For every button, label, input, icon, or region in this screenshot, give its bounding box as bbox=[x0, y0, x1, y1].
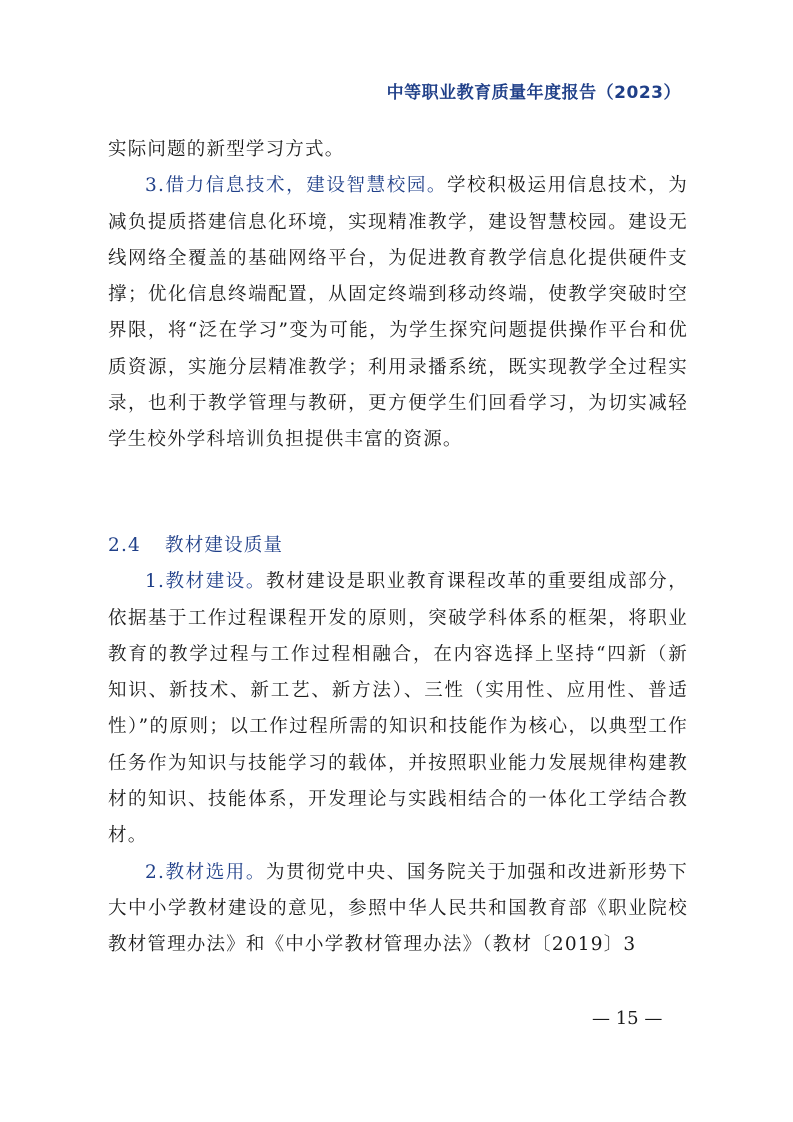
body-block-1 bbox=[108, 132, 688, 459]
page-header-title: 中等职业教育质量年度报告（2023） bbox=[386, 83, 681, 103]
paragraph-heading: 1.教材建设。 bbox=[145, 571, 267, 593]
continuation-line: 实际问题的新型学习方式。 bbox=[108, 139, 345, 160]
paragraph-textbook-construction bbox=[108, 564, 688, 854]
section-heading bbox=[108, 528, 688, 564]
paragraph-text: 教材建设是职业教育课程改革的重要组成部分，依据基于工作过程课程开发的原则，突破学科体系的框架，将职业教育的教学过程与工作过程相融合，在内容选择上坚持“四新（新知识、新技术、新工艺、新方法）、三性（实用性、应用性、普适性）”的原则；以工作过程所需的知识和技能作为核心，以典型工作任务作为知识与技能学习的载体，并按照职业能力发展规律构建教材的知识、技能体系，开发理论与实践相结合的一体化工学结合教材。 bbox=[108, 571, 688, 847]
paragraph-textbook-selection bbox=[108, 855, 688, 964]
paragraph-heading: 2.教材选用。 bbox=[145, 861, 267, 883]
paragraph-smart-campus bbox=[108, 168, 688, 458]
section-title: 教材建设质量 bbox=[165, 535, 284, 556]
body-block-2 bbox=[108, 528, 688, 964]
paragraph-text: 为贯彻党中央、国务院关于加强和改进新形势下大中小学教材建设的意见，参照中华人民共和国教育部《职业院校教材管理办法》和《中小学教材管理办法》（教材〔2019〕3 bbox=[108, 861, 688, 956]
paragraph-text: 学校积极运用信息技术，为减负提质搭建信息化环境，实现精准教学，建设智慧校园。建设无线网络全覆盖的基础网络平台，为促进教育教学信息化提供硬件支撑；优化信息终端配置，从固定终端到移动终端，使教学突破时空界限，将“泛在学习”变为可能，为学生探究问题提供操作平台和优质资源，实施分层精准教学；利用录播系统，既实现教学全过程实录，也利于教学管理与教研，更方便学生们回看学习，为切实减轻学生校外学科培训负担提供丰富的资源。 bbox=[108, 175, 688, 451]
page-number: — 15 — bbox=[592, 1008, 663, 1029]
section-number: 2.4 bbox=[108, 535, 142, 556]
paragraph-heading: 3.借力信息技术，建设智慧校园。 bbox=[145, 175, 448, 197]
